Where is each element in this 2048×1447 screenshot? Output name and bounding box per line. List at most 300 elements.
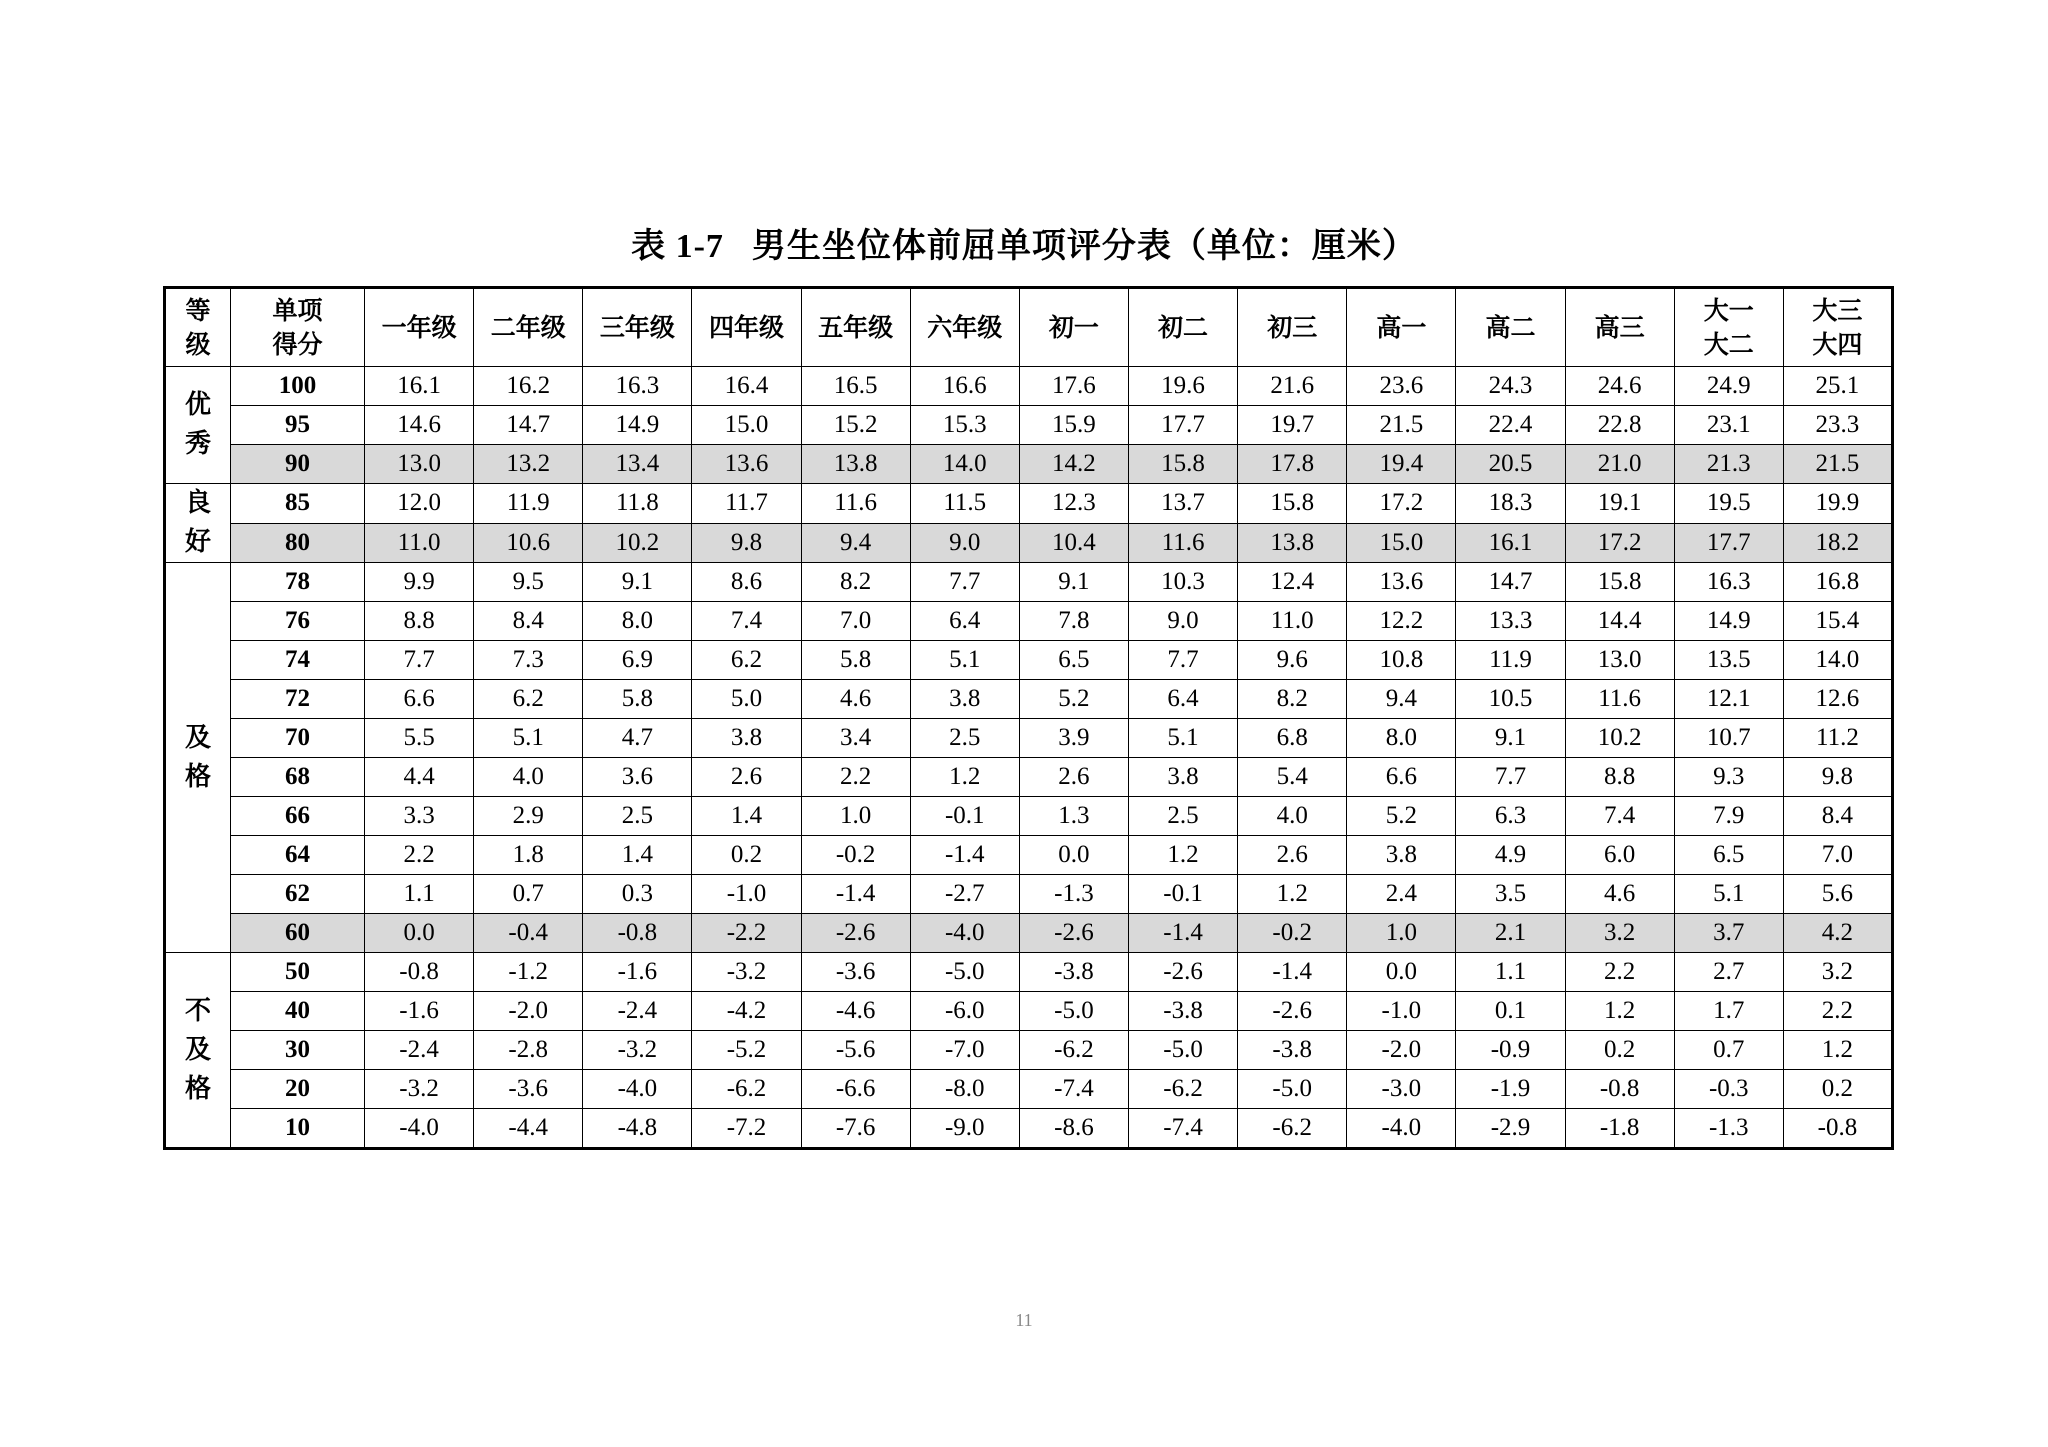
value-cell: 4.0 — [1238, 797, 1347, 836]
score-cell: 85 — [231, 484, 365, 524]
value-cell: 6.0 — [1565, 836, 1674, 875]
value-cell: 9.3 — [1674, 758, 1783, 797]
value-cell: -2.8 — [474, 1031, 583, 1070]
value-cell: 7.7 — [910, 563, 1019, 602]
value-cell: -7.4 — [1019, 1070, 1128, 1109]
value-cell: 11.5 — [910, 484, 1019, 524]
value-cell: -4.4 — [474, 1109, 583, 1149]
value-cell: 19.9 — [1783, 484, 1892, 524]
value-cell: 0.0 — [1019, 836, 1128, 875]
value-cell: 7.9 — [1674, 797, 1783, 836]
value-cell: -1.2 — [474, 953, 583, 992]
score-cell: 64 — [231, 836, 365, 875]
value-cell: 1.8 — [474, 836, 583, 875]
value-cell: 6.5 — [1674, 836, 1783, 875]
value-cell: 7.4 — [692, 602, 801, 641]
value-cell: 7.4 — [1565, 797, 1674, 836]
value-cell: 12.6 — [1783, 680, 1892, 719]
value-cell: 3.8 — [1128, 758, 1237, 797]
value-cell: -2.6 — [801, 914, 910, 953]
value-cell: 13.6 — [1347, 563, 1456, 602]
value-cell: 4.2 — [1783, 914, 1892, 953]
value-cell: 12.0 — [365, 484, 474, 524]
value-cell: 1.2 — [1128, 836, 1237, 875]
value-cell: 7.0 — [1783, 836, 1892, 875]
value-cell: 11.8 — [583, 484, 692, 524]
header-grade — [1019, 288, 1128, 367]
value-cell: -6.6 — [801, 1070, 910, 1109]
value-cell: 18.3 — [1456, 484, 1565, 524]
score-cell: 30 — [231, 1031, 365, 1070]
value-cell: -7.4 — [1128, 1109, 1237, 1149]
value-cell: 3.7 — [1674, 914, 1783, 953]
value-cell: 10.7 — [1674, 719, 1783, 758]
value-cell: 5.6 — [1783, 875, 1892, 914]
value-cell: 23.3 — [1783, 406, 1892, 445]
value-cell: -4.0 — [1347, 1109, 1456, 1149]
score-cell: 62 — [231, 875, 365, 914]
value-cell: -3.2 — [583, 1031, 692, 1070]
level-cell — [165, 563, 231, 953]
score-cell: 50 — [231, 953, 365, 992]
value-cell: 8.0 — [583, 602, 692, 641]
header-level-line: 等 — [185, 295, 211, 325]
level-cell — [165, 953, 231, 1149]
value-cell: -8.0 — [910, 1070, 1019, 1109]
value-cell: 8.4 — [1783, 797, 1892, 836]
value-cell: 21.3 — [1674, 445, 1783, 484]
table-row — [165, 719, 1893, 758]
value-cell: 1.7 — [1674, 992, 1783, 1031]
level-label-char: 不 — [184, 995, 211, 1026]
value-cell: 16.3 — [1674, 563, 1783, 602]
value-cell: -5.0 — [1019, 992, 1128, 1031]
value-cell: -5.0 — [1238, 1070, 1347, 1109]
value-cell: 8.6 — [692, 563, 801, 602]
value-cell: -4.0 — [910, 914, 1019, 953]
value-cell: 16.3 — [583, 367, 692, 406]
header-score-line: 得分 — [272, 329, 323, 359]
value-cell: -1.4 — [1128, 914, 1237, 953]
level-cell — [165, 484, 231, 563]
value-cell: 9.4 — [1347, 680, 1456, 719]
value-cell: 18.2 — [1783, 523, 1892, 563]
table-header — [165, 288, 1893, 367]
value-cell: 13.6 — [692, 445, 801, 484]
value-cell: 14.9 — [583, 406, 692, 445]
value-cell: -7.6 — [801, 1109, 910, 1149]
header-grade — [1565, 288, 1674, 367]
score-cell: 70 — [231, 719, 365, 758]
value-cell: -0.2 — [801, 836, 910, 875]
value-cell: 1.2 — [910, 758, 1019, 797]
value-cell: 11.6 — [1128, 523, 1237, 563]
value-cell: 19.6 — [1128, 367, 1237, 406]
value-cell: 12.4 — [1238, 563, 1347, 602]
header-grade-line: 大三 — [1812, 295, 1863, 325]
value-cell: 7.7 — [1456, 758, 1565, 797]
value-cell: -9.0 — [910, 1109, 1019, 1149]
header-grade-line: 五年级 — [818, 312, 894, 342]
value-cell: 0.0 — [1347, 953, 1456, 992]
value-cell: 9.9 — [365, 563, 474, 602]
value-cell: -1.6 — [583, 953, 692, 992]
value-cell: 14.7 — [474, 406, 583, 445]
value-cell: 15.8 — [1565, 563, 1674, 602]
value-cell: 14.7 — [1456, 563, 1565, 602]
value-cell: 5.4 — [1238, 758, 1347, 797]
value-cell: -6.2 — [1128, 1070, 1237, 1109]
value-cell: -2.4 — [365, 1031, 474, 1070]
value-cell: 13.4 — [583, 445, 692, 484]
value-cell: 24.9 — [1674, 367, 1783, 406]
header-grade-line: 初二 — [1158, 312, 1209, 342]
value-cell: -5.2 — [692, 1031, 801, 1070]
value-cell: 9.6 — [1238, 641, 1347, 680]
header-grade — [1128, 288, 1237, 367]
value-cell: 10.6 — [474, 523, 583, 563]
value-cell: 8.8 — [1565, 758, 1674, 797]
value-cell: 6.6 — [1347, 758, 1456, 797]
header-score — [231, 288, 365, 367]
value-cell: 6.5 — [1019, 641, 1128, 680]
value-cell: 0.0 — [365, 914, 474, 953]
value-cell: -6.2 — [1019, 1031, 1128, 1070]
value-cell: 0.7 — [474, 875, 583, 914]
value-cell: 16.5 — [801, 367, 910, 406]
value-cell: 15.2 — [801, 406, 910, 445]
value-cell: -2.6 — [1019, 914, 1128, 953]
value-cell: -4.0 — [583, 1070, 692, 1109]
value-cell: 8.4 — [474, 602, 583, 641]
value-cell: -1.0 — [1347, 992, 1456, 1031]
value-cell: 2.2 — [1783, 992, 1892, 1031]
value-cell: -0.2 — [1238, 914, 1347, 953]
value-cell: 2.9 — [474, 797, 583, 836]
value-cell: 15.8 — [1128, 445, 1237, 484]
score-cell: 95 — [231, 406, 365, 445]
value-cell: 4.6 — [1565, 875, 1674, 914]
value-cell: 6.9 — [583, 641, 692, 680]
value-cell: 2.2 — [801, 758, 910, 797]
table-row — [165, 445, 1893, 484]
value-cell: 3.6 — [583, 758, 692, 797]
value-cell: 1.1 — [365, 875, 474, 914]
value-cell: 1.1 — [1456, 953, 1565, 992]
score-cell: 76 — [231, 602, 365, 641]
value-cell: 5.2 — [1347, 797, 1456, 836]
value-cell: 10.4 — [1019, 523, 1128, 563]
value-cell: 1.0 — [1347, 914, 1456, 953]
value-cell: 20.5 — [1456, 445, 1565, 484]
level-label-char: 格 — [184, 761, 211, 792]
value-cell: 5.1 — [474, 719, 583, 758]
value-cell: 6.4 — [910, 602, 1019, 641]
value-cell: 13.2 — [474, 445, 583, 484]
header-grade-line: 一年级 — [381, 312, 457, 342]
table-title-text: 男生坐位体前屈单项评分表（单位：厘米） — [751, 226, 1417, 266]
value-cell: 9.4 — [801, 523, 910, 563]
value-cell: 4.9 — [1456, 836, 1565, 875]
score-cell: 60 — [231, 914, 365, 953]
value-cell: 4.4 — [365, 758, 474, 797]
header-score-line: 单项 — [272, 295, 323, 325]
value-cell: 2.6 — [1238, 836, 1347, 875]
value-cell: 5.5 — [365, 719, 474, 758]
value-cell: 6.2 — [474, 680, 583, 719]
header-grade-line: 大四 — [1812, 329, 1863, 359]
value-cell: -1.6 — [365, 992, 474, 1031]
score-cell: 90 — [231, 445, 365, 484]
value-cell: 1.4 — [692, 797, 801, 836]
table-body — [165, 367, 1893, 1149]
value-cell: -1.4 — [1238, 953, 1347, 992]
level-label-char: 优 — [184, 390, 211, 420]
header-grade — [1456, 288, 1565, 367]
value-cell: 1.0 — [801, 797, 910, 836]
value-cell: -1.4 — [801, 875, 910, 914]
table-row — [165, 758, 1893, 797]
value-cell: 15.3 — [910, 406, 1019, 445]
value-cell: 8.0 — [1347, 719, 1456, 758]
table-row — [165, 1109, 1893, 1149]
value-cell: 9.0 — [1128, 602, 1237, 641]
value-cell: -1.0 — [692, 875, 801, 914]
value-cell: 5.1 — [910, 641, 1019, 680]
value-cell: -2.0 — [1347, 1031, 1456, 1070]
header-grade-line: 四年级 — [708, 312, 784, 342]
header-grade — [910, 288, 1019, 367]
header-grade — [583, 288, 692, 367]
value-cell: 4.6 — [801, 680, 910, 719]
value-cell: 4.7 — [583, 719, 692, 758]
value-cell: 10.8 — [1347, 641, 1456, 680]
value-cell: 14.4 — [1565, 602, 1674, 641]
value-cell: 22.8 — [1565, 406, 1674, 445]
value-cell: 6.8 — [1238, 719, 1347, 758]
value-cell: 17.2 — [1565, 523, 1674, 563]
value-cell: 14.6 — [365, 406, 474, 445]
value-cell: 23.1 — [1674, 406, 1783, 445]
value-cell: 21.0 — [1565, 445, 1674, 484]
value-cell: -5.0 — [910, 953, 1019, 992]
value-cell: 0.2 — [1565, 1031, 1674, 1070]
value-cell: 21.6 — [1238, 367, 1347, 406]
value-cell: -0.8 — [365, 953, 474, 992]
value-cell: 0.2 — [692, 836, 801, 875]
header-grade-line: 初三 — [1267, 312, 1318, 342]
value-cell: 3.5 — [1456, 875, 1565, 914]
header-grade — [1783, 288, 1892, 367]
header-grade — [365, 288, 474, 367]
value-cell: -7.0 — [910, 1031, 1019, 1070]
value-cell: 25.1 — [1783, 367, 1892, 406]
table-row — [165, 602, 1893, 641]
value-cell: 11.2 — [1783, 719, 1892, 758]
value-cell: -4.2 — [692, 992, 801, 1031]
value-cell: 1.3 — [1019, 797, 1128, 836]
table-row — [165, 1070, 1893, 1109]
level-cell — [165, 367, 231, 484]
value-cell: -0.8 — [1783, 1109, 1892, 1149]
value-cell: 5.1 — [1128, 719, 1237, 758]
value-cell: -6.0 — [910, 992, 1019, 1031]
value-cell: 2.2 — [1565, 953, 1674, 992]
value-cell: -0.8 — [1565, 1070, 1674, 1109]
value-cell: 23.6 — [1347, 367, 1456, 406]
value-cell: 11.0 — [365, 523, 474, 563]
value-cell: 13.0 — [365, 445, 474, 484]
value-cell: 4.0 — [474, 758, 583, 797]
value-cell: 12.2 — [1347, 602, 1456, 641]
score-cell: 100 — [231, 367, 365, 406]
value-cell: 6.6 — [365, 680, 474, 719]
value-cell: -4.0 — [365, 1109, 474, 1149]
level-label-char: 及 — [184, 1034, 211, 1065]
value-cell: 1.2 — [1565, 992, 1674, 1031]
value-cell: 9.5 — [474, 563, 583, 602]
value-cell: 11.7 — [692, 484, 801, 524]
value-cell: 17.7 — [1674, 523, 1783, 563]
header-grade-line: 高二 — [1485, 312, 1536, 342]
level-label-char: 格 — [184, 1073, 211, 1104]
table-row — [165, 875, 1893, 914]
header-grade-line: 高一 — [1376, 312, 1427, 342]
value-cell: 13.3 — [1456, 602, 1565, 641]
value-cell: 3.8 — [692, 719, 801, 758]
header-grade — [801, 288, 910, 367]
table-title — [0, 218, 2048, 267]
value-cell: 17.8 — [1238, 445, 1347, 484]
value-cell: 6.4 — [1128, 680, 1237, 719]
value-cell: -3.2 — [365, 1070, 474, 1109]
value-cell: 5.8 — [583, 680, 692, 719]
value-cell: 5.0 — [692, 680, 801, 719]
value-cell: -2.6 — [1238, 992, 1347, 1031]
value-cell: 2.1 — [1456, 914, 1565, 953]
value-cell: 1.2 — [1783, 1031, 1892, 1070]
page-number: 11 — [1015, 1310, 1033, 1330]
header-grade-line: 大一 — [1703, 295, 1754, 325]
header-grade-line: 三年级 — [599, 312, 675, 342]
table-row — [165, 523, 1893, 563]
value-cell: 21.5 — [1347, 406, 1456, 445]
value-cell: -3.8 — [1128, 992, 1237, 1031]
header-grade — [1674, 288, 1783, 367]
score-cell: 20 — [231, 1070, 365, 1109]
value-cell: -1.3 — [1674, 1109, 1783, 1149]
value-cell: 9.8 — [692, 523, 801, 563]
header-grade-line: 大二 — [1703, 329, 1754, 359]
value-cell: 2.6 — [692, 758, 801, 797]
value-cell: -1.3 — [1019, 875, 1128, 914]
level-label-char: 秀 — [184, 429, 211, 459]
value-cell: 2.5 — [910, 719, 1019, 758]
value-cell: -6.2 — [692, 1070, 801, 1109]
value-cell: 3.9 — [1019, 719, 1128, 758]
value-cell: -1.4 — [910, 836, 1019, 875]
header-grade-line: 初一 — [1048, 312, 1099, 342]
score-cell: 80 — [231, 523, 365, 563]
value-cell: 13.8 — [1238, 523, 1347, 563]
header-grade-line: 六年级 — [927, 312, 1003, 342]
value-cell: 6.2 — [692, 641, 801, 680]
value-cell: 9.8 — [1783, 758, 1892, 797]
value-cell: -3.6 — [474, 1070, 583, 1109]
value-cell: 8.2 — [1238, 680, 1347, 719]
table-row — [165, 914, 1893, 953]
value-cell: -5.6 — [801, 1031, 910, 1070]
value-cell: -3.8 — [1238, 1031, 1347, 1070]
value-cell: -3.8 — [1019, 953, 1128, 992]
value-cell: 14.0 — [910, 445, 1019, 484]
score-cell: 10 — [231, 1109, 365, 1149]
value-cell: -0.4 — [474, 914, 583, 953]
value-cell: 3.8 — [1347, 836, 1456, 875]
value-cell: 11.6 — [1565, 680, 1674, 719]
value-cell: 21.5 — [1783, 445, 1892, 484]
value-cell: 7.7 — [365, 641, 474, 680]
value-cell: 5.2 — [1019, 680, 1128, 719]
value-cell: 13.8 — [801, 445, 910, 484]
value-cell: 0.1 — [1456, 992, 1565, 1031]
value-cell: 3.4 — [801, 719, 910, 758]
header-grade — [474, 288, 583, 367]
value-cell: 17.2 — [1347, 484, 1456, 524]
value-cell: 2.7 — [1674, 953, 1783, 992]
table-row — [165, 797, 1893, 836]
value-cell: 2.5 — [1128, 797, 1237, 836]
value-cell: 7.8 — [1019, 602, 1128, 641]
header-grade — [692, 288, 801, 367]
value-cell: -2.0 — [474, 992, 583, 1031]
table-row — [165, 406, 1893, 445]
score-cell: 78 — [231, 563, 365, 602]
score-cell: 68 — [231, 758, 365, 797]
header-row — [165, 288, 1893, 367]
header-grade-line: 二年级 — [490, 312, 566, 342]
value-cell: 8.8 — [365, 602, 474, 641]
value-cell: 0.2 — [1783, 1070, 1892, 1109]
score-cell: 74 — [231, 641, 365, 680]
value-cell: 11.6 — [801, 484, 910, 524]
table-row — [165, 836, 1893, 875]
value-cell: 9.1 — [1019, 563, 1128, 602]
value-cell: 2.6 — [1019, 758, 1128, 797]
value-cell: 13.5 — [1674, 641, 1783, 680]
value-cell: 15.9 — [1019, 406, 1128, 445]
value-cell: 11.0 — [1238, 602, 1347, 641]
value-cell: 16.1 — [365, 367, 474, 406]
value-cell: 1.2 — [1238, 875, 1347, 914]
value-cell: 9.1 — [1456, 719, 1565, 758]
value-cell: -4.8 — [583, 1109, 692, 1149]
value-cell: 7.7 — [1128, 641, 1237, 680]
score-cell: 66 — [231, 797, 365, 836]
table-row — [165, 563, 1893, 602]
value-cell: 22.4 — [1456, 406, 1565, 445]
table-row — [165, 680, 1893, 719]
value-cell: 2.2 — [365, 836, 474, 875]
value-cell: 17.7 — [1128, 406, 1237, 445]
value-cell: 0.7 — [1674, 1031, 1783, 1070]
value-cell: -0.1 — [910, 797, 1019, 836]
value-cell: 9.0 — [910, 523, 1019, 563]
value-cell: -3.6 — [801, 953, 910, 992]
value-cell: 16.2 — [474, 367, 583, 406]
value-cell: 10.3 — [1128, 563, 1237, 602]
value-cell: 2.4 — [1347, 875, 1456, 914]
